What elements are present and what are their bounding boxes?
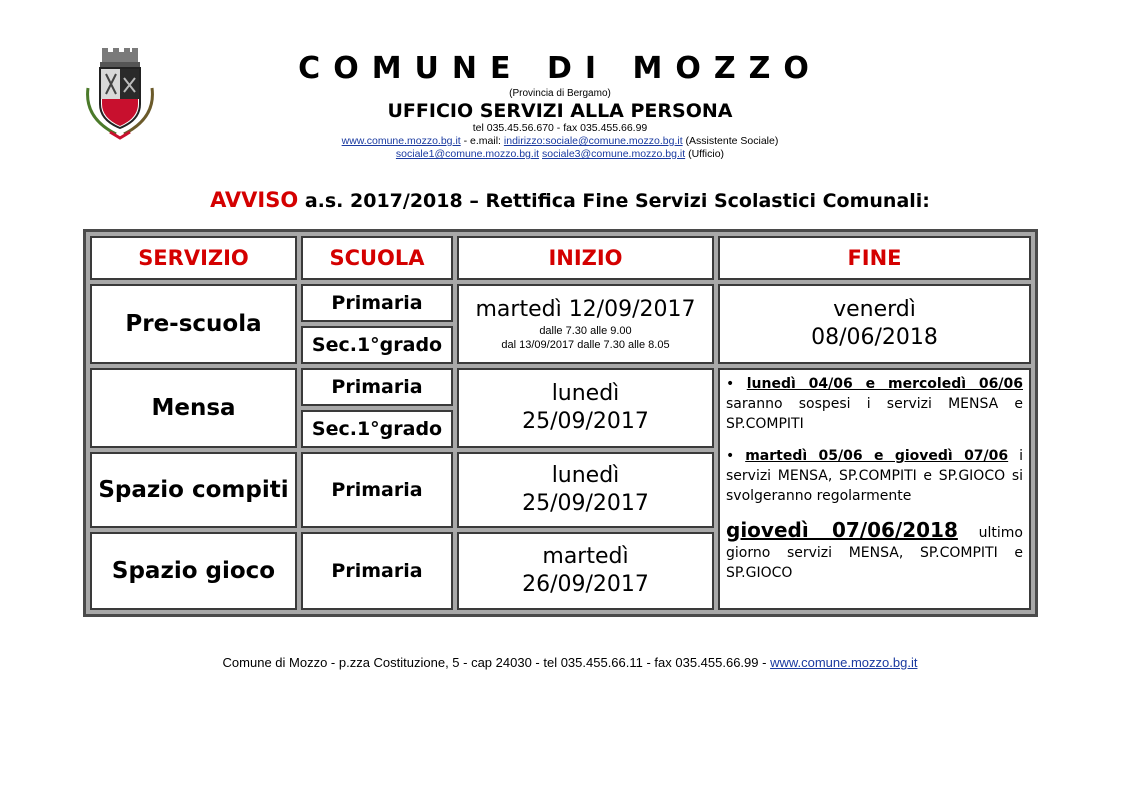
end-prescuola-day: venerdì — [833, 297, 916, 322]
start-mensa — [457, 368, 714, 448]
start-gioco — [457, 532, 714, 610]
office-name: UFFICIO SERVIZI ALLA PERSONA — [387, 100, 733, 122]
service-compiti: Spazio compiti — [90, 452, 297, 528]
start-prescuola — [457, 284, 714, 364]
service-gioco: Spazio gioco — [90, 532, 297, 610]
start-prescuola-note2: dal 13/09/2017 dalle 7.30 alle 8.05 — [501, 339, 670, 351]
start-mensa-date: 25/09/2017 — [522, 409, 649, 434]
footer — [0, 655, 1140, 670]
note-final-date: giovedì 07/06/2018 — [726, 518, 958, 542]
municipality-title: COMUNE DI MOZZO — [298, 51, 822, 86]
table-header-row — [90, 236, 1031, 280]
note-item-1-dates: lunedì 04/06 e mercoledì 06/06 — [746, 376, 1023, 392]
start-gioco-date: 26/09/2017 — [522, 572, 649, 597]
school-mensa-primaria: Primaria — [301, 368, 453, 406]
header-servizio: SERVIZIO — [90, 236, 297, 280]
email-note-office: (Ufficio) — [685, 148, 725, 160]
note-item-2-text: i servizi MENSA, SP.COMPITI e SP.GIOCO si svolgeranno regolarmente — [726, 448, 1023, 504]
note-item-1: • lunedì 04/06 e mercoledì 06/06 saranno sospesi i servizi MENSA e SP.COMPITI — [726, 376, 1023, 432]
start-prescuola-note1: dalle 7.30 alle 9.00 — [539, 325, 632, 337]
start-prescuola-date: martedì 12/09/2017 — [475, 297, 696, 322]
service-prescuola: Pre-scuola — [90, 284, 297, 364]
province-label: (Provincia di Bergamo) — [509, 88, 611, 99]
services-table — [83, 229, 1038, 617]
contact-line-1 — [250, 135, 870, 148]
start-compiti — [457, 452, 714, 528]
contact-line-2 — [250, 148, 870, 161]
letterhead — [250, 50, 870, 161]
email-link-sociale1[interactable]: sociale1@comune.mozzo.bg.it — [395, 148, 540, 160]
footer-address: Comune di Mozzo - p.zza Costituzione, 5 - cap 24030 - tel 035.455.66.11 - fax 035.455.66.99 - — [222, 655, 771, 670]
school-prescuola-sec: Sec.1°grado — [301, 326, 453, 364]
start-compiti-day: lunedì — [551, 463, 620, 488]
phone-fax: tel 035.45.56.670 - fax 035.455.66.99 — [472, 122, 648, 134]
start-compiti-date: 25/09/2017 — [522, 491, 649, 516]
note-final — [726, 520, 1023, 583]
school-mensa-sec: Sec.1°grado — [301, 410, 453, 448]
email-link-sociale3[interactable]: sociale3@comune.mozzo.bg.it — [542, 148, 686, 160]
note-item-2-dates: martedì 05/06 e giovedì 07/06 — [745, 448, 1009, 464]
end-prescuola — [718, 284, 1031, 364]
header-scuola: SCUOLA — [301, 236, 453, 280]
notice-label: AVVISO — [210, 188, 299, 212]
school-compiti: Primaria — [301, 452, 453, 528]
coat-of-arms-logo — [80, 48, 160, 140]
notice-text: a.s. 2017/2018 – Rettifica Fine Servizi Scolastici Comunali: — [298, 190, 930, 212]
table-row-mensa — [90, 368, 1031, 406]
note-item-1-text: saranno sospesi i servizi MENSA e SP.COMPITI — [726, 396, 1023, 432]
website-link[interactable]: www.comune.mozzo.bg.it — [341, 135, 461, 147]
start-mensa-day: lunedì — [551, 381, 620, 406]
header-inizio: INIZIO — [457, 236, 714, 280]
footer-website-link[interactable]: www.comune.mozzo.bg.it — [770, 655, 918, 670]
note-item-2: • martedì 05/06 e giovedì 07/06 i servizi MENSA, SP.COMPITI e SP.GIOCO si svolgeranno regolarmente — [726, 448, 1023, 504]
email-label: - e.mail: — [460, 135, 504, 147]
email-note-assistant: (Assistente Sociale) — [682, 135, 779, 147]
school-gioco: Primaria — [301, 532, 453, 610]
end-prescuola-date: 08/06/2018 — [811, 325, 938, 350]
note-final-text: ultimo giorno servizi MENSA, SP.COMPITI e SP.GIOCO — [726, 525, 1023, 581]
school-prescuola-primaria: Primaria — [301, 284, 453, 322]
start-gioco-day: martedì — [542, 544, 629, 569]
end-notes — [718, 368, 1031, 610]
table-row-prescuola — [90, 284, 1031, 322]
email-link-sociale[interactable]: indirizzo:sociale@comune.mozzo.bg.it — [503, 135, 683, 147]
notice-heading — [0, 188, 1140, 212]
header-fine: FINE — [718, 236, 1031, 280]
service-mensa: Mensa — [90, 368, 297, 448]
